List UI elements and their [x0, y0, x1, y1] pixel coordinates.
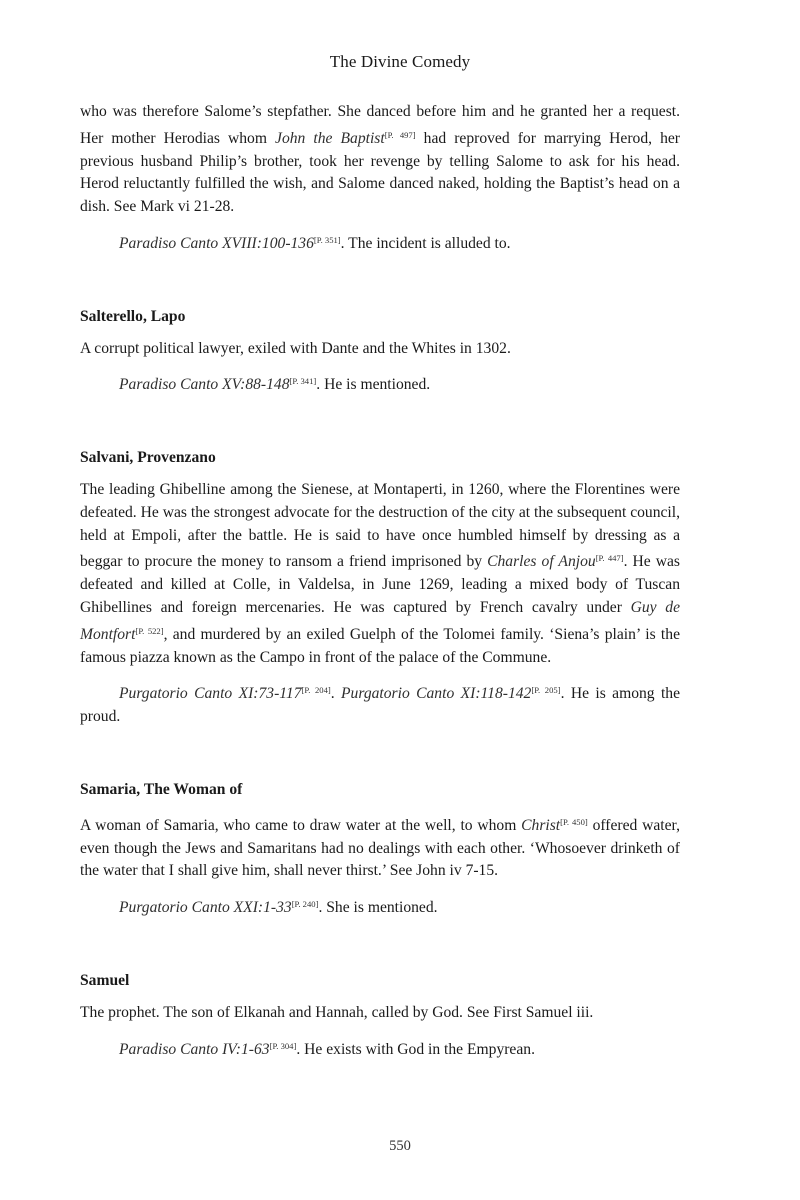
page-ref[interactable]: [P. 522] [135, 625, 164, 636]
canto-reference: Paradiso Canto XV:88-148[P. 341]. He is mentioned. [119, 376, 431, 394]
page-ref[interactable]: [P. 450] [560, 816, 588, 827]
canto-link[interactable]: Paradiso Canto XV:88-148 [119, 376, 290, 394]
page-number: 550 [389, 1138, 411, 1154]
entry-description: A woman of Samaria, who came to draw water at the well, to whom Christ[P. 450] offered water, even though the Jews and Samaritans had no dealings with each other. ‘Whosoever drinketh of the water that I shall give him, shall never thirst.’ See John iv 7-15. [80, 816, 680, 880]
page-ref[interactable]: [P. 341] [289, 376, 317, 387]
canto-link[interactable]: Purgatorio Canto XI:118-142 [341, 685, 532, 703]
page-ref[interactable]: [P. 205] [531, 685, 561, 696]
entry-description: who was therefore Salome’s stepfather. She danced before him and he granted her a request. Her mother Herodias whom John the Baptist[P. 497] had reproved for marrying Herod, her previous husband Philip’s brother, took her revenge by telling Salome to ask for his head. Herod reluctantly fulfilled the wish, and Salome danced naked, holding the Baptist’s head on a dish. See Mark vi 21-28. [80, 103, 680, 216]
page-body [80, 101, 680, 1061]
page-ref[interactable]: [P. 351] [313, 234, 341, 245]
page-ref[interactable]: [P. 304] [269, 1040, 297, 1051]
page-ref[interactable]: [P. 240] [291, 899, 319, 910]
canto-link[interactable]: Paradiso Canto IV:1-63 [119, 1040, 270, 1058]
canto-reference: Paradiso Canto XVIII:100-136[P. 351]. The incident is alluded to. [119, 234, 511, 252]
entry-title: Salvani, Provenzano [80, 449, 216, 467]
canto-reference: Paradiso Canto IV:1-63[P. 304]. He exists with God in the Empyrean. [119, 1040, 535, 1058]
entry-continuation [80, 101, 680, 256]
running-title: The Divine Comedy [329, 52, 471, 71]
entry-title: Samaria, The Woman of [80, 780, 243, 798]
entry-title: Samuel [80, 971, 130, 989]
entry-description: The leading Ghibelline among the Sienese, at Montaperti, in 1260, where the Florentines were defeated. He was the strongest advocate for the destruction of the city at the subsequent council, held at Empoli, after the battle. He is said to have once humbled himself by dressing as a beggar to procure the money to ransom a friend imprisoned by Charles of Anjou[P. 447]. He was defeated and killed at Colle, in Valdelsa, in June 1269, leading a mixed body of Tuscan Ghibellines and foreign mercenaries. He was captured by French cavalry under Guy de Montfort[P. 522], and murdered by an exiled Guelph of the Tolomei family. ‘Siena’s plain’ is the famous piazza known as the Campo in front of the palace of the Commune. [80, 480, 680, 666]
entry-title: Salterello, Lapo [80, 307, 186, 325]
link-charles-of-anjou[interactable]: Charles of Anjou [487, 553, 596, 571]
entry-salvani-provenzano [80, 447, 680, 729]
entry-samuel [80, 970, 680, 1061]
page-ref[interactable]: [P. 204] [301, 685, 331, 696]
entry-salterello-lapo [80, 306, 680, 397]
link-john-the-baptist[interactable]: John the Baptist [275, 129, 385, 147]
link-christ[interactable]: Christ [521, 816, 561, 834]
entry-samaria-woman [80, 779, 680, 920]
canto-link[interactable]: Purgatorio Canto XI:73-117 [119, 685, 302, 703]
entry-description: A corrupt political lawyer, exiled with Dante and the Whites in 1302. [80, 339, 511, 357]
canto-link[interactable]: Purgatorio Canto XXI:1-33 [119, 899, 292, 917]
canto-reference: Purgatorio Canto XI:73-117[P. 204]. Purgatorio Canto XI:118-142[P. 205]. He is among the proud. [80, 685, 680, 726]
canto-link[interactable]: Paradiso Canto XVIII:100-136 [119, 234, 314, 252]
page-ref[interactable]: [P. 497] [384, 129, 416, 140]
page-ref[interactable]: [P. 447] [595, 553, 624, 564]
canto-reference: Purgatorio Canto XXI:1-33[P. 240]. She is mentioned. [119, 899, 438, 917]
entry-description: The prophet. The son of Elkanah and Hannah, called by God. See First Samuel iii. [80, 1003, 594, 1021]
link-guy-de-montfort[interactable]: Guy de Montfort [80, 598, 680, 643]
